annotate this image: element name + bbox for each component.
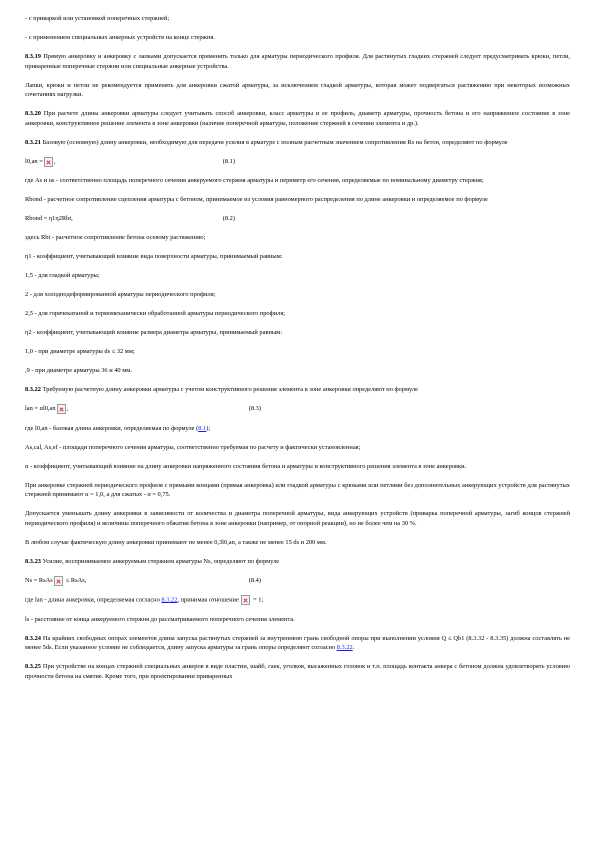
paragraph: При анкеровке стержней периодического профиля с прямыми концами (прямая анкеровка) или гладкой арматуры с крюками или петлями без дополнительных анкерующих устройств для растянутых стержней принимают α = 1,0, а для сжатых - α = 0,75. [25, 481, 570, 498]
paragraph: где l0,an - базовая длина анкеровки, определяемая по формуле (8.1); [25, 424, 211, 432]
paragraph: - с приваркой или установкой поперечных стержней; [25, 15, 170, 22]
formula-number: (8.3) [248, 405, 261, 413]
paragraph: η1 - коэффициент, учитывающий влияние вида поверхности арматуры, принимаемый равным: [25, 253, 283, 260]
paragraph: где lan - длина анкеровки, определяемая согласно 8.3.22, принимая отношение = 1; [25, 596, 264, 604]
clause-8-3-20: 8.3.20 При расчете длины анкеровки арматуры следует учитывать способ анкеровки, класс арматуры и ее профиль, диаметр арматуры, прочность бетона и его напряженное состояние в зоне анкеровки, конструктивное решение элемента в зоне анкеровки (наличие поперечной арматуры, положение стержней в сечении элемента и др.). [25, 110, 570, 127]
clause-8-3-22: 8.3.22 Требуемую расчетную длину анкеровки арматуры с учетом конструктивного решения элемента в зоне анкеровки определяют по формуле [25, 386, 418, 393]
paragraph: As,cal, As,ef - площади поперечного сечения арматуры, соответственно требуемая по расчету и фактически установленная; [25, 443, 361, 451]
paragraph: Лапки, крюки и петли не рекомендуется применять для анкеровки сжатой арматуры, за исключением гладкой арматуры, которая может подвергаться растяжению при некоторых возможных сочетаниях нагрузки. [25, 81, 570, 98]
formula-8-2: Rbond = η1η2Rbt, (8.2) [25, 215, 235, 222]
broken-image-icon [57, 404, 66, 414]
paragraph: где As и us - соответственно площадь поперечного сечения анкеруемого стержня арматуры и периметр его сечения, определяемые по номинальному диаметру стержня; [25, 177, 484, 184]
formula-number: (8.2) [222, 215, 235, 222]
clause-link[interactable]: 8.3.22 [336, 644, 353, 651]
clause-8-3-21: 8.3.21 Базовую (основную) длину анкеровки, необходимую для передачи усилия в арматуре с полным расчетным значением сопротивления Rs на бетон, определяют по формуле [25, 138, 508, 146]
list-item: 1,0 - при диаметре арматуры ds ≤ 32 мм; [25, 348, 135, 355]
formula-number: (8.4) [248, 576, 261, 584]
broken-image-icon [44, 157, 53, 167]
paragraph: η2 - коэффициент, учитывающий влияние размера диаметра арматуры, принимаемый равным: [25, 329, 283, 336]
list-item: 2 - для холоднодеформированной арматуры периодического профиля; [25, 291, 216, 298]
broken-image-icon [54, 576, 63, 586]
formula-number: (8.1) [222, 157, 235, 165]
list-item: 2,5 - для горячекатаной и термомеханически обработанной арматуры периодического профиля; [25, 310, 286, 317]
clause-8-3-19: 8.3.19 Прямую анкеровку и анкеровку с лапками допускается применять только для арматуры периодического профиля. Для растянутых гладких стержней следует предусматривать крюки, петли, приваренные поперечные стержни или специальные анкерные устройства. [25, 53, 570, 70]
paragraph: α - коэффициент, учитывающий влияние на длину анкеровки напряженного состояния бетона и арматуры и конструктивного решения элемента в зоне анкеровки. [25, 462, 467, 470]
list-item: 1,5 - для гладкой арматуры; [25, 272, 100, 279]
formula-link[interactable]: 8.1 [198, 424, 207, 432]
paragraph: ls - расстояние от конца анкеруемого стержня до рассматриваемого поперечного сечения элемента. [25, 615, 295, 623]
formula-8-3: lan = αl0,an , (8.3) [25, 405, 261, 413]
document-page [25, 14, 570, 691]
paragraph: - с применением специальных анкерных устройств на конце стержня. [25, 34, 215, 41]
clause-link[interactable]: 8.3.22 [161, 596, 178, 604]
clause-8-3-23: 8.3.23 Усилие, воспринимаемое анкеруемым стержнем арматуры Ns, определяют по формуле [25, 557, 280, 565]
paragraph: Допускается уменьшать длину анкеровки в зависимости от количества и диаметра поперечной арматуры, вида анкерующих устройств (приварка поперечной арматуры, загиб концов стержней периодического профиля) и величины поперечного обжатия бетона в зоне анкеровки (например, от опорной реакции), но не более чем на 30 %. [25, 510, 570, 527]
formula-8-4: Ns = RsAs ≤ RsAs, (8.4) [25, 576, 261, 584]
clause-8-3-25: 8.3.25 При устройстве на концах стержней специальных анкеров в виде пластин, шайб, гаек, уголков, высаженных головок и т.п. площадь контакта анкера с бетоном должна удовлетворять условию прочности бетона на смятие. Кроме того, при проектировании приваренных [25, 663, 570, 680]
list-item: ,9 - при диаметре арматуры 36 и 40 мм. [25, 367, 132, 374]
formula-8-1: l0,an = , (8.1) [25, 157, 235, 165]
paragraph: В любом случае фактическую длину анкеровки принимают не менее 0,3l0,an, а также не менее 15 ds и 200 мм. [25, 538, 327, 546]
clause-8-3-24: 8.3.24 На крайних свободных опорах элементов длина запуска растянутых стержней за внутреннюю грань свободной опоры при выполнении условия Q ≤ Qb1 (8.3.32 - 8.3.35) должна составлять не менее 5ds. Если указанное условие не соблюдается, длину запуска арматуры за грань опоры определяют согласно 8.3.22. [25, 634, 570, 651]
paragraph: Rbond - расчетное сопротивление сцепления арматуры с бетоном, принимаемое из условия равномерного распределения по длине анкеровки и определяемое по формуле [25, 196, 488, 203]
broken-image-icon [241, 595, 250, 605]
paragraph: здесь Rbt - расчетное сопротивление бетона осевому растяжению; [25, 234, 206, 241]
